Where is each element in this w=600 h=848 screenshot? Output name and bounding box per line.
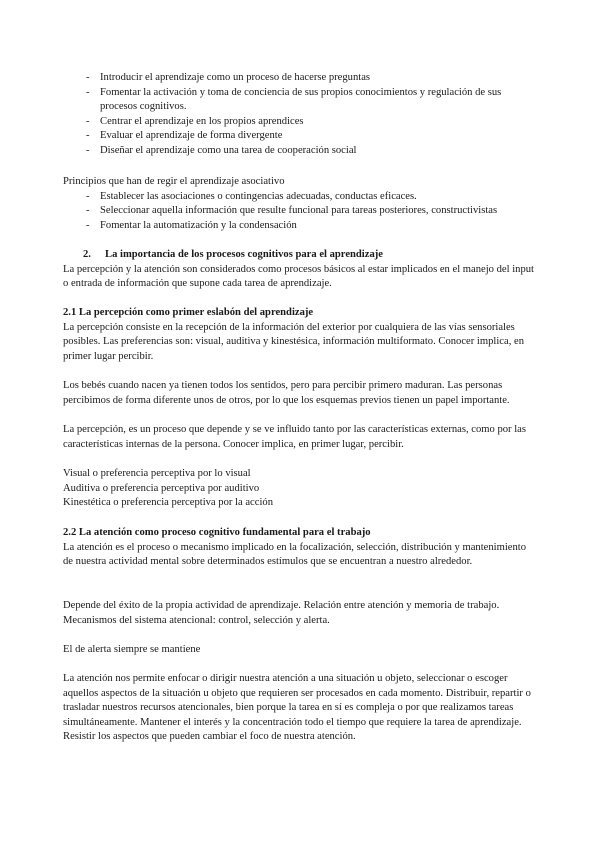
paragraph: La percepción y la atención son considerados como procesos básicos al estar implicados en el manejo del input o entrada de información que supone cada tarea de aprendizaje. <box>63 263 534 290</box>
principles-block <box>63 175 538 233</box>
section-heading <box>63 248 538 263</box>
list-item <box>63 219 538 234</box>
list-item <box>63 71 538 86</box>
preference-line: Kinestética o preferencia perceptiva por la acción <box>63 497 273 509</box>
paragraph-block <box>63 379 538 408</box>
list-item-text: Fomentar la activación y toma de conciencia de sus propios conocimientos y regulación de sus procesos cognitivos. <box>100 86 502 113</box>
paragraph: La percepción consiste en la recepción de la información del exterior por cualquiera de las vías sensoriales posibles. Las preferencias son: visual, auditiva y kinestésica, información multiformato. Conocer implica, en primer lugar percibir. <box>63 321 524 362</box>
paragraph-block <box>63 672 538 745</box>
list-item <box>63 190 538 205</box>
objectives-list <box>63 71 538 159</box>
list-item-text: Diseñar el aprendizaje como una tarea de cooperación social <box>100 144 357 156</box>
list-item-text: Seleccionar aquella información que resulte funcional para tareas posteriores, constructivistas <box>100 205 498 217</box>
list-item-text: Introducir el aprendizaje como un proceso de hacerse preguntas <box>100 72 371 83</box>
paragraph-block <box>63 643 538 658</box>
list-item-text: Establecer las asociaciones o contingencias adecuadas, conductas eficaces. <box>100 190 417 202</box>
paragraph-block <box>63 423 538 452</box>
list-item <box>63 86 538 115</box>
section-heading: 2.2 La atención como proceso cognitivo fundamental para el trabajo <box>63 527 371 538</box>
list-item-text: Evaluar el aprendizaje de forma divergente <box>100 130 283 142</box>
section-2 <box>63 248 538 292</box>
bullet-dash: - <box>86 72 90 83</box>
section-title: La importancia de los procesos cognitivos para el aprendizaje <box>105 249 383 260</box>
paragraph: El de alerta siempre se mantiene <box>63 644 201 655</box>
section-2-2 <box>63 526 538 570</box>
list-item <box>63 129 538 144</box>
list-item <box>63 204 538 219</box>
bullet-dash: - <box>86 130 90 142</box>
list-item-text: Centrar el aprendizaje en los propios aprendices <box>100 115 304 127</box>
paragraph: La atención nos permite enfocar o dirigir nuestra atención a una situación u objeto, seleccionar o escoger aquellos aspectos de la situación u objeto que requieren ser procesados en cada momento. Distribuir, repartir o trasladar nuestros recursos atencionales, bien porque la tarea en sí es compleja o por que realizamos tareas simultáneamente. Mantener el interés y la concentración todo el tiempo que requiere la tarea de aprendizaje. Resistir los aspectos que pueden cambiar el foco de nuestra atención. <box>63 673 531 743</box>
section-2-1 <box>63 306 538 364</box>
bullet-dash: - <box>86 205 90 217</box>
bullet-dash: - <box>86 86 90 98</box>
bullet-dash: - <box>86 115 90 127</box>
paragraph: Depende del éxito de la propia actividad de aprendizaje. Relación entre atención y memoria de trabajo. Mecanismos del sistema atencional: control, selección y alerta. <box>63 600 500 626</box>
list-item <box>63 144 538 159</box>
section-heading: 2.1 La percepción como primer eslabón del aprendizaje <box>63 307 314 318</box>
list-item <box>63 115 538 130</box>
paragraph: La percepción, es un proceso que depende y se ve influido tanto por las características externas, como por las características internas de la persona. Conocer implica, en primer lugar, percibir. <box>63 424 527 450</box>
paragraph: Los bebés cuando nacen ya tienen todos los sentidos, pero para percibir primero maduran. Las personas percibimos de forma diferente unos de otros, por lo que los esquemas previos tienen un papel importante. <box>63 380 510 406</box>
list-item-text: Fomentar la automatización y la condensación <box>100 219 297 231</box>
paragraph: La atención es el proceso o mecanismo implicado en la focalización, selección, distribución y mantenimiento de nuestra actividad mental sobre determinados estímulos que se encuentran a nuestro alrededor. <box>63 541 527 568</box>
bullet-dash: - <box>86 144 90 156</box>
section-number: 2. <box>83 249 91 260</box>
principles-intro: Principios que han de regir el aprendizaje asociativo <box>63 176 285 187</box>
paragraph-block <box>63 599 538 628</box>
bullet-dash: - <box>86 219 90 231</box>
preference-line: Visual o preferencia perceptiva por lo visual <box>63 468 251 479</box>
preference-line: Auditiva o preferencia perceptiva por auditivo <box>63 482 260 494</box>
bullet-dash: - <box>86 190 90 202</box>
preferences-list <box>63 467 538 511</box>
